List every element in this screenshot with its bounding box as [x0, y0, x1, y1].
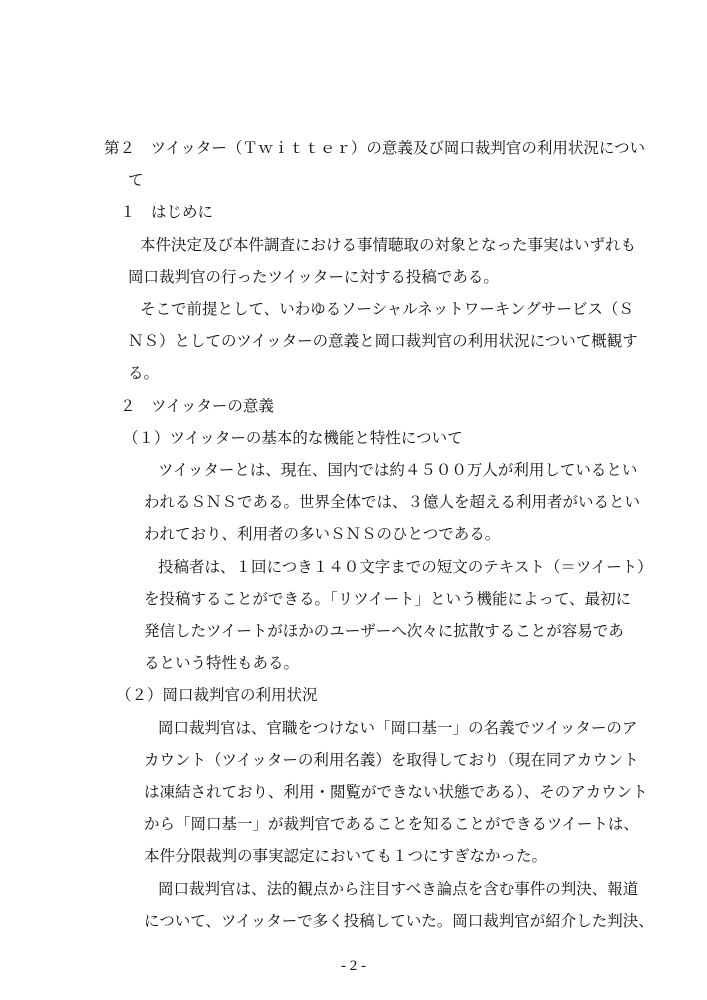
subsection-heading: ２ ツイッターの意義: [120, 397, 274, 415]
paragraph-line: るという特性もある。: [144, 654, 300, 672]
paragraph-line: われるＳＮＳである。世界全体では、３億人を超える利用者がいるとい: [144, 493, 641, 511]
paragraph-line: 岡口裁判官は、法的観点から注目すべき論点を含む事件の判決、報道: [158, 880, 639, 898]
item-heading: （２）岡口裁判官の利用状況: [116, 686, 318, 704]
item-heading: （１）ツイッターの基本的な機能と特性について: [123, 429, 463, 447]
page-number: - 2 -: [341, 958, 366, 974]
paragraph-line: 発信したツイートがほかのユーザーへ次々に拡散することが容易であ: [144, 622, 624, 640]
paragraph-line: は凍結されており、利用・閲覧ができない状態である）、そのアカウント: [144, 783, 648, 801]
paragraph-line: から「岡口基一」が裁判官であることを知ることができるツイートは、: [144, 815, 639, 833]
paragraph-line: カウント（ツイッターの利用名義）を取得しており（現在同アカウント: [144, 751, 639, 769]
paragraph-line: る。: [128, 364, 160, 382]
paragraph-line: そこで前提として、いわゆるソーシャルネットワーキングサービス（Ｓ: [140, 300, 634, 318]
paragraph-line: について、ツイッターで多く投稿していた。岡口裁判官が紹介した判決、: [144, 912, 654, 930]
paragraph-line: 岡口裁判官は、官職をつけない「岡口基一」の名義でツイッターのア: [158, 719, 638, 737]
subsection-heading: １ はじめに: [120, 203, 214, 221]
paragraph-line: われており、利用者の多いＳＮＳのひとつである。: [144, 525, 501, 543]
paragraph-line: ＮＳ）としてのツイッターの意義と岡口裁判官の利用状況について概観す: [128, 332, 638, 350]
section-heading: 第２ ツイッター（Ｔｗｉｔｔｅｒ）の意義及び岡口裁判官の利用状況につい: [104, 139, 646, 157]
paragraph-line: 本件決定及び本件調査における事情聴取の対象となった事実はいずれも: [140, 236, 637, 254]
paragraph-line: 投稿者は、１回につき１４０文字までの短文のテキスト（＝ツイート）: [158, 558, 653, 576]
paragraph-line: ツイッターとは、現在、国内では約４５００万人が利用しているとい: [158, 461, 638, 479]
paragraph-line: 本件分限裁判の事実認定においても１つにすぎなかった。: [144, 847, 548, 865]
section-heading-continued: て: [128, 171, 144, 189]
paragraph-line: を投稿することができる。「リツイート」という機能によって、最初に: [144, 590, 632, 608]
paragraph-line: 岡口裁判官の行ったツイッターに対する投稿である。: [128, 268, 499, 286]
